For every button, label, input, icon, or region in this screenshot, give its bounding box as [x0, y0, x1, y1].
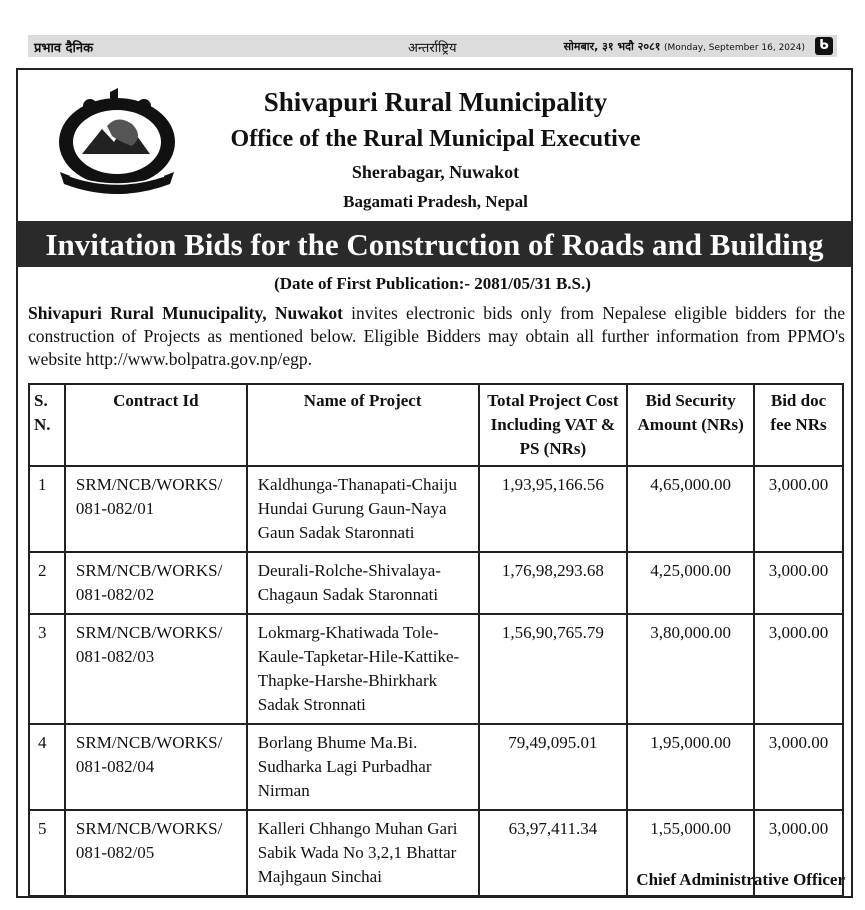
- cell-contract-id: SRM/NCB/WORKS/ 081-082/01: [65, 466, 247, 552]
- cell-total-cost: 1,56,90,765.79: [479, 614, 628, 724]
- cell-project-name: Lokmarg-Khatiwada Tole-Kaule-Tapketar-Hile-Kattike-Thapke-Harshe-Bhirkhark Sadak Stronnati: [247, 614, 479, 724]
- org-name: Shivapuri Rural Municipality: [263, 87, 608, 117]
- notice-title-banner: Invitation Bids for the Construction of Roads and Building: [17, 221, 852, 267]
- cell-doc-fee: 3,000.00: [754, 810, 843, 896]
- section-name: अन्तर्राष्ट्रिय: [408, 41, 457, 56]
- newspaper-name: प्रभाव दैनिक: [34, 41, 94, 56]
- cell-contract-id: SRM/NCB/WORKS/ 081-082/03: [65, 614, 247, 724]
- cell-doc-fee: 3,000.00: [754, 466, 843, 552]
- office-name: Office of the Rural Municipal Executive: [230, 126, 641, 152]
- cell-bid-security: 4,65,000.00: [627, 466, 754, 552]
- cell-contract-id: SRM/NCB/WORKS/ 081-082/04: [65, 724, 247, 810]
- table-row: [29, 552, 843, 614]
- cell-sn: 5: [29, 810, 65, 896]
- date-english: (Monday, September 16, 2024): [664, 43, 805, 53]
- date-nepali: सोमबार, ३१ भदौ २०८१: [563, 40, 661, 53]
- newspaper-logo-icon: ᑲ: [815, 37, 833, 55]
- cell-total-cost: 63,97,411.34: [479, 810, 628, 896]
- header-doc-fee: Bid doc fee NRs: [754, 384, 843, 466]
- table-header-row: [29, 384, 843, 466]
- intro-body: invites electronic bids only from Nepalese eligible bidders for the construction of Projects as mentioned below. Eligible Bidders may obtain all further information from PPMO's website http://www.bolpatra.gov.np/egp.: [28, 303, 845, 369]
- cell-project-name: Kaldhunga-Thanapati-Chaiju Hundai Gurung Gaun-Naya Gaun Sadak Staronnati: [247, 466, 479, 552]
- header-total-cost: Total Project Cost Including VAT & PS (NRs): [479, 384, 628, 466]
- address-line-2: Bagamati Pradesh, Nepal: [343, 192, 528, 211]
- cell-bid-security: 3,80,000.00: [627, 614, 754, 724]
- header-project-name: Name of Project: [247, 384, 479, 466]
- cell-sn: 2: [29, 552, 65, 614]
- header-sn: S. N.: [29, 384, 65, 466]
- cell-total-cost: 79,49,095.01: [479, 724, 628, 810]
- cell-project-name: Deurali-Rolche-Shivalaya-Chagaun Sadak Staronnati: [247, 552, 479, 614]
- cell-contract-id: SRM/NCB/WORKS/ 081-082/02: [65, 552, 247, 614]
- cell-sn: 1: [29, 466, 65, 552]
- issue-date: [564, 39, 805, 54]
- table-row: [29, 724, 843, 810]
- cell-bid-security: 1,55,000.00: [627, 810, 754, 896]
- bids-table: [28, 383, 844, 897]
- cell-project-name: Borlang Bhume Ma.Bi. Sudharka Lagi Purbadhar Nirman: [247, 724, 479, 810]
- header-contract-id: Contract Id: [65, 384, 247, 466]
- cell-bid-security: 1,95,000.00: [627, 724, 754, 810]
- cell-bid-security: 4,25,000.00: [627, 552, 754, 614]
- newspaper-masthead: [28, 35, 837, 57]
- cell-doc-fee: 3,000.00: [754, 614, 843, 724]
- cell-total-cost: 1,93,95,166.56: [479, 466, 628, 552]
- header-bid-security: Bid Security Amount (NRs): [627, 384, 754, 466]
- cell-sn: 4: [29, 724, 65, 810]
- cell-contract-id: SRM/NCB/WORKS/ 081-082/05: [65, 810, 247, 896]
- table-row: [29, 614, 843, 724]
- cell-doc-fee: 3,000.00: [754, 724, 843, 810]
- cell-doc-fee: 3,000.00: [754, 552, 843, 614]
- cell-project-name: Kalleri Chhango Muhan Gari Sabik Wada No 3,2,1 Bhattar Majhgaun Sinchai: [247, 810, 479, 896]
- intro-paragraph: [28, 302, 845, 371]
- cell-sn: 3: [29, 614, 65, 724]
- intro-lead: Shivapuri Rural Munucipality, Nuwakot: [28, 303, 343, 323]
- publication-date: (Date of First Publication:- 2081/05/31 B.S.): [274, 274, 591, 293]
- table-row: [29, 466, 843, 552]
- cell-total-cost: 1,76,98,293.68: [479, 552, 628, 614]
- address-line-1: Sherabagar, Nuwakot: [351, 162, 520, 182]
- signatory: Chief Administrative Officer: [636, 870, 845, 889]
